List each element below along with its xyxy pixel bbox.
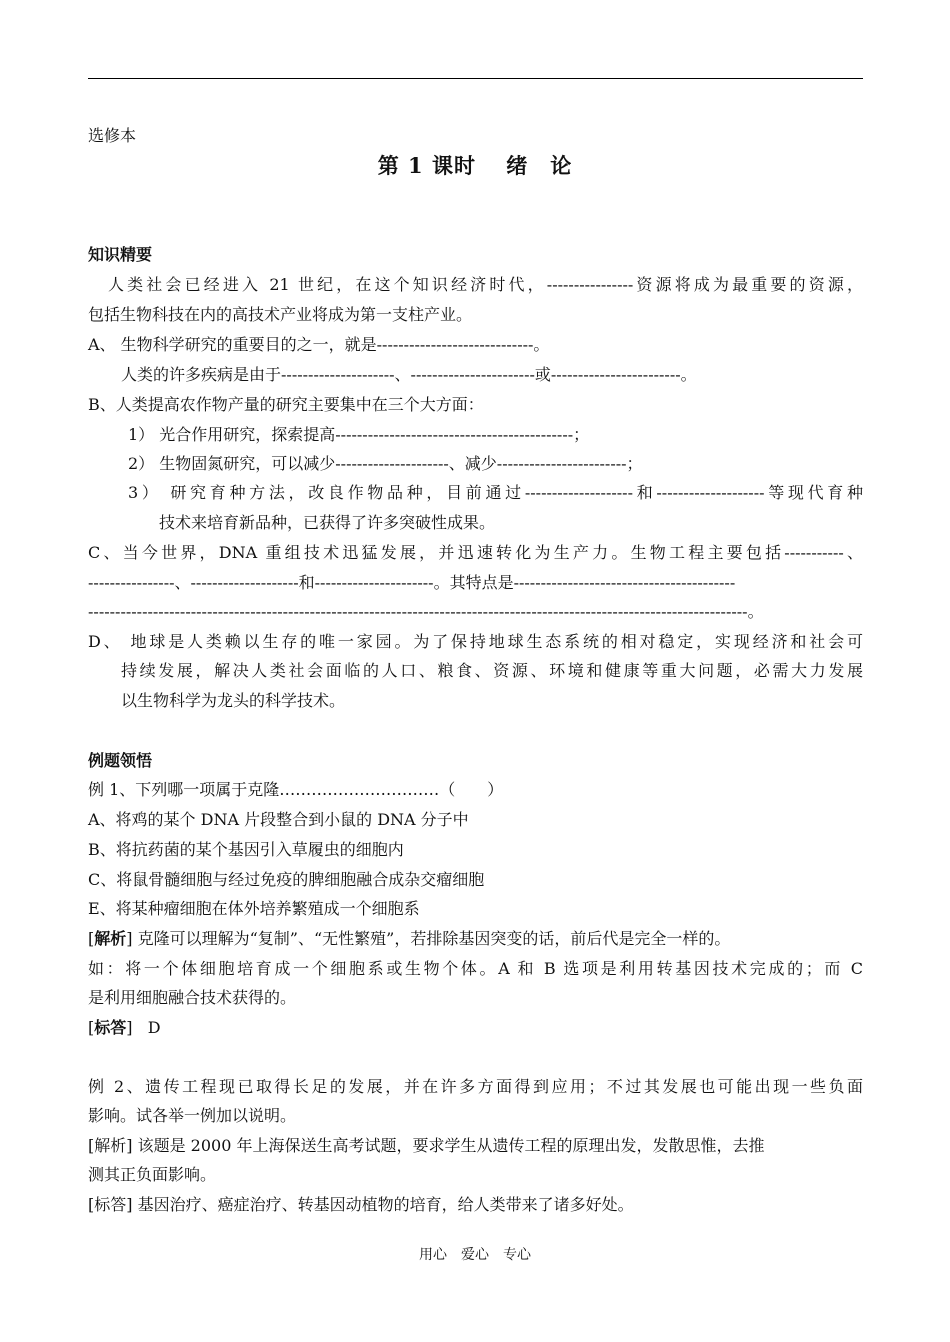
page-title: 第 1 课时 绪 论 <box>377 153 573 178</box>
list-item-d: D、 地球是人类赖以生存的唯一家园。为了保持地球生态系统的相对稳定，实现经济和社会可 <box>88 632 863 651</box>
list-item-c-blank: --------------------------------------------------------------------------------------------------------------------------。 <box>88 602 764 621</box>
list-item-b: B、人类提高农作物产量的研究主要集中在三个大方面： <box>88 395 484 414</box>
page-footer: 用心 爱心 专心 <box>419 1247 531 1263</box>
answer-tag: 标答 <box>94 1195 127 1214</box>
sub-item-2: 2） 生物固氮研究，可以减少---------------------、减少------------------------； <box>128 454 643 473</box>
answer-text: D <box>142 1018 161 1037</box>
list-item-d-cont: 以生物科学为龙头的科学技术。 <box>121 691 346 710</box>
analysis-text: 克隆可以理解为“复制”、“无性繁殖”，若排除基因突变的话，前后代是完全一样的。 <box>137 929 731 948</box>
section-heading-knowledge: 知识精要 <box>88 245 153 264</box>
paragraph-line: 包括生物科技在内的高技术产业将成为第一支柱产业。 <box>88 305 473 324</box>
analysis-2-cont: 测其正负面影响。 <box>88 1165 217 1184</box>
option-a: A、将鸡的某个 DNA 片段整合到小鼠的 DNA 分子中 <box>88 810 469 829</box>
example-1-question: 例 1、下列哪一项属于克隆…………………………（ ） <box>88 780 504 799</box>
analysis-text: 该题是 2000 年上海保送生高考试题，要求学生从遗传工程的原理出发，发散思惟，去推 <box>137 1136 765 1155</box>
list-item-c-cont: ----------------、--------------------和----------------------。其特点是----------------------------------------- <box>88 573 736 592</box>
answer-2: [标答] 基因治疗、癌症治疗、转基因动植物的培育，给人类带来了诸多好处。 <box>88 1195 634 1214</box>
list-item-a-cont: 人类的许多疾病是由于---------------------、-----------------------或------------------------。 <box>121 365 697 384</box>
analysis-tag: 解析 <box>94 929 127 948</box>
section-heading-examples: 例题领悟 <box>88 751 153 770</box>
example-2-question-cont: 影响。试各举一例加以说明。 <box>88 1106 297 1125</box>
list-item-a: A、 生物科学研究的重要目的之一，就是-----------------------------。 <box>88 335 550 354</box>
analysis-1-cont: 如：将一个体细胞培育成一个细胞系或生物个体。A 和 B 选项是利用转基因技术完成的；而 C <box>88 959 863 978</box>
analysis-tag: 解析 <box>94 1136 127 1155</box>
analysis-1: [解析] 克隆可以理解为“复制”、“无性繁殖”，若排除基因突变的话，前后代是完全一样的。 <box>88 929 731 948</box>
answer-text: 基因治疗、癌症治疗、转基因动植物的培育，给人类带来了诸多好处。 <box>137 1195 634 1214</box>
header-rule <box>88 78 863 79</box>
analysis-1-cont: 是利用细胞融合技术获得的。 <box>88 988 297 1007</box>
example-2-question: 例 2、遗传工程现已取得长足的发展，并在许多方面得到应用；不过其发展也可能出现一些负面 <box>88 1077 863 1096</box>
list-item-d-cont: 持续发展，解决人类社会面临的人口、粮食、资源、环境和健康等重大问题，必需大力发展 <box>121 661 863 680</box>
option-e: E、将某种瘤细胞在体外培养繁殖成一个细胞系 <box>88 899 420 918</box>
sub-item-3-cont: 技术来培育新品种，已获得了许多突破性成果。 <box>159 513 496 532</box>
answer-1: [标答] D <box>88 1018 161 1037</box>
analysis-2: [解析] 该题是 2000 年上海保送生高考试题，要求学生从遗传工程的原理出发，发散思惟，去推 <box>88 1136 765 1155</box>
sub-item-3: 3） 研究育种方法，改良作物品种，目前通过--------------------和--------------------等现代育种 <box>128 483 863 502</box>
sub-item-1: 1） 光合作用研究，探索提高--------------------------------------------； <box>128 425 590 444</box>
list-item-c: C、当今世界，DNA 重组技术迅猛发展，并迅速转化为生产力。生物工程主要包括-----------、 <box>88 543 863 562</box>
option-b: B、将抗药菌的某个基因引入草履虫的细胞内 <box>88 840 404 859</box>
course-label: 选修本 <box>88 126 137 145</box>
answer-tag: 标答 <box>94 1018 127 1037</box>
option-c: C、将鼠骨髓细胞与经过免疫的脾细胞融合成杂交瘤细胞 <box>88 870 485 889</box>
paragraph-line: 人类社会已经进入 21 世纪，在这个知识经济时代，----------------资源将成为最重要的资源， <box>108 275 863 294</box>
